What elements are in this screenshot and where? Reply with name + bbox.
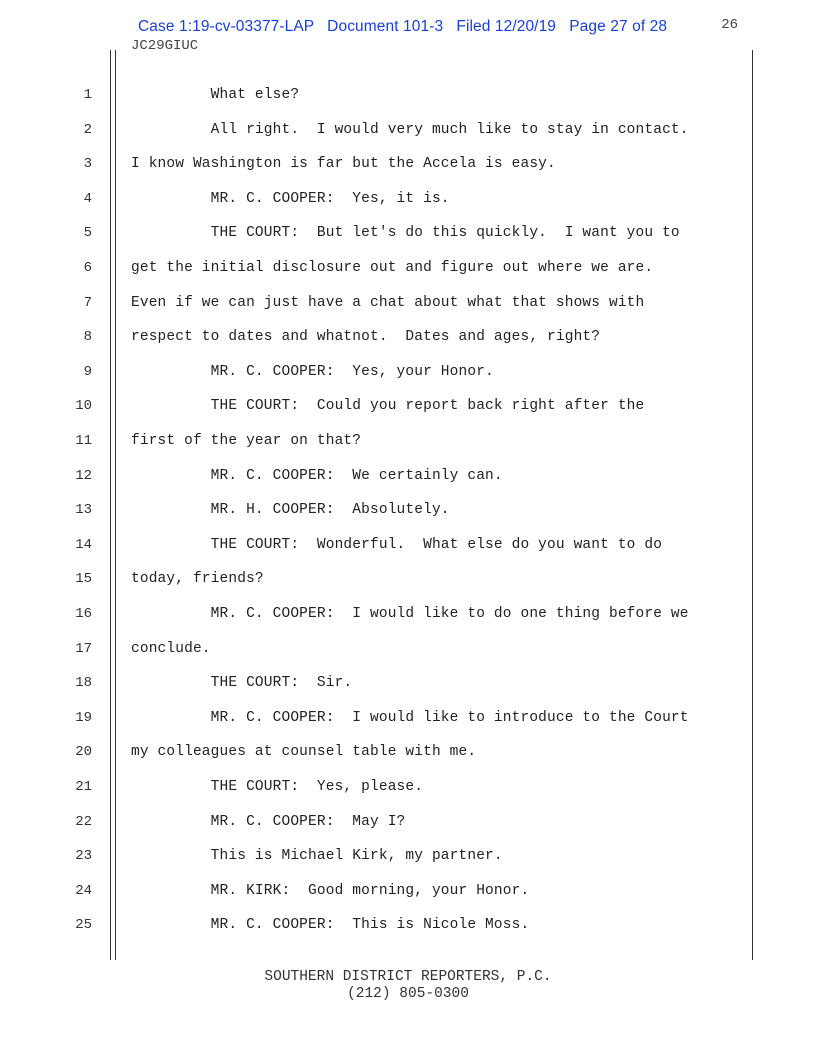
transcript-line: THE COURT: Wonderful. What else do you want to do: [131, 537, 663, 553]
transcript-line: THE COURT: Could you report back right after the: [131, 398, 645, 414]
line-number: 8: [83, 329, 92, 345]
page-number: 26: [721, 17, 738, 33]
line-number: 18: [75, 675, 92, 691]
line-number: 16: [75, 606, 92, 622]
line-number: 9: [83, 364, 92, 380]
transcript-line: What else?: [131, 87, 300, 103]
line-number: 3: [83, 156, 92, 172]
transcript-line: THE COURT: Sir.: [131, 675, 353, 691]
transcript-line: MR. C. COOPER: This is Nicole Moss.: [131, 917, 530, 933]
line-number: 17: [75, 641, 92, 657]
document-code: JC29GIUC: [131, 38, 199, 54]
transcript-line: respect to dates and whatnot. Dates and ages, right?: [131, 329, 601, 345]
transcript-line: MR. C. COOPER: May I?: [131, 814, 406, 830]
transcript-line: MR. H. COOPER: Absolutely.: [131, 502, 450, 518]
line-number: 21: [75, 779, 92, 795]
line-number: 19: [75, 710, 92, 726]
transcript-line: MR. C. COOPER: Yes, it is.: [131, 191, 450, 207]
line-number: 4: [83, 191, 92, 207]
line-number: 24: [75, 883, 92, 899]
transcript-line: This is Michael Kirk, my partner.: [131, 848, 503, 864]
left-margin-rule-inner: [115, 50, 116, 960]
transcript-line: first of the year on that?: [131, 433, 362, 449]
footer-reporter: SOUTHERN DISTRICT REPORTERS, P.C.: [264, 969, 552, 985]
line-number: 5: [83, 225, 92, 241]
line-number: 10: [75, 398, 92, 414]
right-margin-rule: [752, 50, 753, 960]
line-number: 7: [83, 295, 92, 311]
transcript-line: get the initial disclosure out and figure out where we are.: [131, 260, 654, 276]
transcript-line: my colleagues at counsel table with me.: [131, 744, 477, 760]
transcript-line: today, friends?: [131, 571, 264, 587]
case-header: Case 1:19-cv-03377-LAP Document 101-3 Filed 12/20/19 Page 27 of 28: [138, 18, 668, 35]
line-number: 2: [83, 122, 92, 138]
left-margin-rule-outer: [110, 50, 111, 960]
footer-phone: (212) 805-0300: [347, 986, 469, 1002]
line-number: 20: [75, 744, 92, 760]
line-number: 11: [75, 433, 92, 449]
line-number: 14: [75, 537, 92, 553]
transcript-line: THE COURT: But let's do this quickly. I want you to: [131, 225, 680, 241]
transcript-line: MR. C. COOPER: Yes, your Honor.: [131, 364, 494, 380]
transcript-line: MR. C. COOPER: I would like to introduce to the Court: [131, 710, 689, 726]
line-number: 12: [75, 468, 92, 484]
transcript-line: MR. C. COOPER: I would like to do one thing before we: [131, 606, 689, 622]
line-number: 23: [75, 848, 92, 864]
line-number: 1: [83, 87, 92, 103]
line-number: 6: [83, 260, 92, 276]
transcript-line: MR. KIRK: Good morning, your Honor.: [131, 883, 530, 899]
transcript-line: I know Washington is far but the Accela is easy.: [131, 156, 556, 172]
transcript-line: MR. C. COOPER: We certainly can.: [131, 468, 503, 484]
transcript-line: All right. I would very much like to stay in contact.: [131, 122, 689, 138]
line-number: 15: [75, 571, 92, 587]
line-number: 22: [75, 814, 92, 830]
transcript-line: THE COURT: Yes, please.: [131, 779, 424, 795]
transcript-line: conclude.: [131, 641, 211, 657]
transcript-line: Even if we can just have a chat about what that shows with: [131, 295, 645, 311]
line-number: 25: [75, 917, 92, 933]
line-number: 13: [75, 502, 92, 518]
